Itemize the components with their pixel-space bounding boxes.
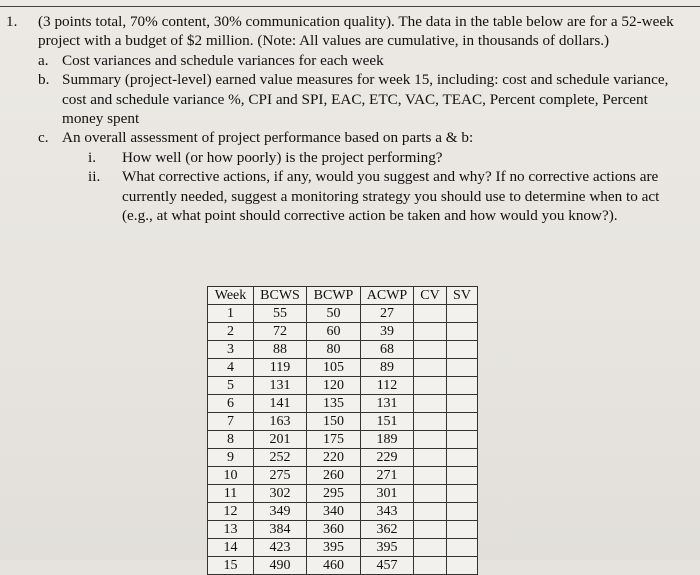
- part-text: Summary (project-level) earned value measures for week 15, including: cost and schedule variance, cost and schedule variance %, CPI and SPI, EAC, ETC, VAC, TEAC, Percent complete, Percent money spent: [62, 71, 669, 128]
- cell-bcwp: 120: [307, 377, 361, 395]
- table-row: [208, 557, 478, 575]
- cell-acwp: 457: [361, 557, 414, 575]
- cell-bcws: 141: [254, 395, 307, 413]
- subpart-ii: [88, 167, 686, 225]
- cell-week: 6: [208, 395, 254, 413]
- question-1: [6, 12, 686, 225]
- cell-sv: [447, 413, 478, 431]
- cell-sv: [447, 503, 478, 521]
- cell-acwp: 229: [361, 449, 414, 467]
- cell-bcwp: 395: [307, 539, 361, 557]
- part-text: An overall assessment of project performance based on parts a & b:: [62, 129, 474, 147]
- cell-cv: [414, 503, 447, 521]
- table-row: [208, 431, 478, 449]
- table-row: [208, 485, 478, 503]
- cell-bcws: 88: [254, 341, 307, 359]
- table-row: [208, 305, 478, 323]
- cell-cv: [414, 305, 447, 323]
- table-row: [208, 503, 478, 521]
- cell-acwp: 362: [361, 521, 414, 539]
- cell-acwp: 27: [361, 305, 414, 323]
- cell-week: 14: [208, 539, 254, 557]
- cell-bcws: 349: [254, 503, 307, 521]
- header-sv: SV: [447, 287, 478, 305]
- cell-sv: [447, 485, 478, 503]
- header-acwp: ACWP: [361, 287, 414, 305]
- top-rule: [0, 6, 700, 7]
- cell-cv: [414, 449, 447, 467]
- cell-week: 15: [208, 557, 254, 575]
- header-bcwp: BCWP: [307, 287, 361, 305]
- subpart-label: ii.: [88, 168, 101, 186]
- cell-bcwp: 135: [307, 395, 361, 413]
- cell-acwp: 151: [361, 413, 414, 431]
- cell-cv: [414, 467, 447, 485]
- table-row: [208, 413, 478, 431]
- header-bcws: BCWS: [254, 287, 307, 305]
- cell-cv: [414, 485, 447, 503]
- cell-bcwp: 60: [307, 323, 361, 341]
- cell-sv: [447, 377, 478, 395]
- cell-bcws: 423: [254, 539, 307, 557]
- table-body: [208, 305, 478, 575]
- subpart-text: What corrective actions, if any, would you suggest and why? If no corrective actions are currently needed, suggest a monitoring strategy you should use to determine when to act (e.g., at what point should corrective action be taken and how would you know?).: [122, 168, 660, 225]
- cell-week: 11: [208, 485, 254, 503]
- cell-week: 10: [208, 467, 254, 485]
- header-week: Week: [208, 287, 254, 305]
- cell-week: 12: [208, 503, 254, 521]
- cell-sv: [447, 323, 478, 341]
- cell-acwp: 301: [361, 485, 414, 503]
- cell-week: 5: [208, 377, 254, 395]
- cell-acwp: 131: [361, 395, 414, 413]
- cell-week: 3: [208, 341, 254, 359]
- cell-cv: [414, 431, 447, 449]
- part-a: [38, 51, 686, 70]
- cell-sv: [447, 359, 478, 377]
- table-row: [208, 377, 478, 395]
- cell-bcws: 72: [254, 323, 307, 341]
- table-row: [208, 341, 478, 359]
- cell-week: 8: [208, 431, 254, 449]
- cell-bcws: 201: [254, 431, 307, 449]
- table-row: [208, 359, 478, 377]
- cell-bcwp: 460: [307, 557, 361, 575]
- subpart-i: [88, 148, 686, 167]
- cell-week: 1: [208, 305, 254, 323]
- cell-bcwp: 105: [307, 359, 361, 377]
- cell-bcws: 384: [254, 521, 307, 539]
- cell-bcwp: 50: [307, 305, 361, 323]
- cell-acwp: 271: [361, 467, 414, 485]
- cell-acwp: 395: [361, 539, 414, 557]
- cell-bcws: 252: [254, 449, 307, 467]
- cell-cv: [414, 377, 447, 395]
- cell-cv: [414, 323, 447, 341]
- part-label: a.: [38, 51, 49, 69]
- cell-sv: [447, 521, 478, 539]
- cell-bcwp: 295: [307, 485, 361, 503]
- cell-bcwp: 150: [307, 413, 361, 431]
- cell-cv: [414, 557, 447, 575]
- cell-week: 2: [208, 323, 254, 341]
- table-row: [208, 521, 478, 539]
- table-row: [208, 539, 478, 557]
- cell-sv: [447, 557, 478, 575]
- cell-week: 7: [208, 413, 254, 431]
- part-b: [38, 70, 686, 128]
- cell-bcwp: 260: [307, 467, 361, 485]
- cell-bcwp: 360: [307, 521, 361, 539]
- cell-week: 13: [208, 521, 254, 539]
- cell-bcws: 131: [254, 377, 307, 395]
- header-cv: CV: [414, 287, 447, 305]
- cell-cv: [414, 359, 447, 377]
- table-row: [208, 449, 478, 467]
- part-label: c.: [38, 129, 49, 147]
- part-label: b.: [38, 71, 50, 89]
- part-text: Cost variances and schedule variances for each week: [62, 51, 384, 69]
- subpart-label: i.: [88, 148, 97, 166]
- cell-sv: [447, 449, 478, 467]
- cell-bcws: 119: [254, 359, 307, 377]
- cell-cv: [414, 539, 447, 557]
- cell-week: 4: [208, 359, 254, 377]
- cell-week: 9: [208, 449, 254, 467]
- cell-bcws: 275: [254, 467, 307, 485]
- cell-bcwp: 340: [307, 503, 361, 521]
- cell-bcws: 163: [254, 413, 307, 431]
- cell-cv: [414, 521, 447, 539]
- cell-acwp: 89: [361, 359, 414, 377]
- cell-bcwp: 175: [307, 431, 361, 449]
- cell-cv: [414, 413, 447, 431]
- cell-sv: [447, 467, 478, 485]
- cell-sv: [447, 539, 478, 557]
- cell-bcwp: 220: [307, 449, 361, 467]
- cell-bcws: 490: [254, 557, 307, 575]
- cell-cv: [414, 341, 447, 359]
- cell-sv: [447, 305, 478, 323]
- cell-acwp: 112: [361, 377, 414, 395]
- part-c: [38, 128, 686, 147]
- cell-acwp: 68: [361, 341, 414, 359]
- question-stem: (3 points total, 70% content, 30% communication quality). The data in the table below are for a 52-week project with a budget of $2 million. (Note: All values are cumulative, in thousands of dollars.): [38, 13, 674, 50]
- table-row: [208, 467, 478, 485]
- subpart-text: How well (or how poorly) is the project performing?: [122, 148, 443, 166]
- cell-acwp: 39: [361, 323, 414, 341]
- table-header-row: [208, 287, 478, 305]
- table-row: [208, 395, 478, 413]
- cell-acwp: 189: [361, 431, 414, 449]
- cell-acwp: 343: [361, 503, 414, 521]
- cell-sv: [447, 431, 478, 449]
- earned-value-table: [207, 286, 478, 575]
- cell-bcwp: 80: [307, 341, 361, 359]
- cell-sv: [447, 395, 478, 413]
- table-row: [208, 323, 478, 341]
- cell-sv: [447, 341, 478, 359]
- cell-cv: [414, 395, 447, 413]
- cell-bcws: 55: [254, 305, 307, 323]
- cell-bcws: 302: [254, 485, 307, 503]
- question-number: 1.: [6, 13, 18, 30]
